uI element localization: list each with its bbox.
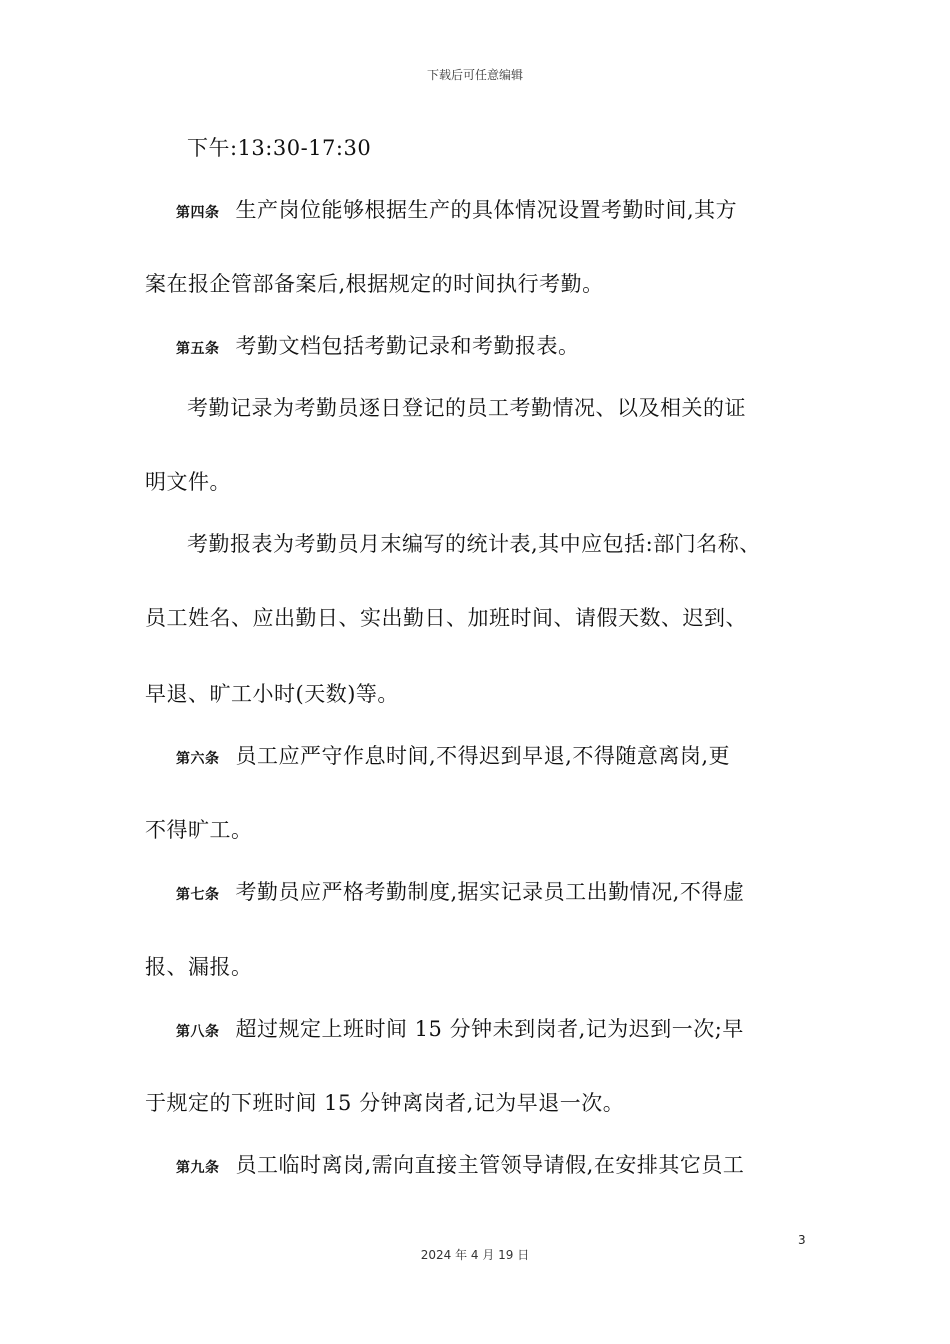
article-8-label: 第八条 <box>176 1024 220 1040</box>
article-6-text-1: 员工应严守作息时间,不得迟到早退,不得随意离岗,更 <box>235 744 731 768</box>
article-8-text-2: 于规定的下班时间 15 分钟离岗者,记为早退一次。 <box>145 1091 625 1115</box>
records-text-1: 考勤记录为考勤员逐日登记的员工考勤情况、以及相关的证 <box>187 396 746 420</box>
article-7-line-1 <box>176 880 744 907</box>
article-8-line-1 <box>176 1017 744 1044</box>
article-4-label: 第四条 <box>176 205 220 221</box>
records-text-2: 明文件。 <box>145 470 231 494</box>
article-4-text-1: 生产岗位能够根据生产的具体情况设置考勤时间,其方 <box>235 198 738 222</box>
article-4-line-1 <box>176 198 737 225</box>
article-9-line-1 <box>176 1153 744 1180</box>
article-6-text-2: 不得旷工。 <box>145 818 253 842</box>
report-text-1: 考勤报表为考勤员月末编写的统计表,其中应包括:部门名称、 <box>187 532 761 556</box>
schedule-afternoon: 下午:13:30-17:30 <box>187 136 372 160</box>
article-8-text-1: 超过规定上班时间 15 分钟未到岗者,记为迟到一次;早 <box>235 1017 744 1041</box>
article-7-label: 第七条 <box>176 887 220 903</box>
report-text-3: 早退、旷工小时(天数)等。 <box>145 682 399 706</box>
article-6-line-1 <box>176 744 730 771</box>
article-9-label: 第九条 <box>176 1160 220 1176</box>
report-text-2: 员工姓名、应出勤日、实出勤日、加班时间、请假天数、迟到、 <box>145 606 747 630</box>
page-number: 3 <box>798 1233 806 1247</box>
footer-date: 2024 年 4 月 19 日 <box>420 1248 530 1262</box>
page-header: 下载后可任意编辑 <box>426 68 523 82</box>
article-9-text-1: 员工临时离岗,需向直接主管领导请假,在安排其它员工 <box>235 1153 745 1177</box>
article-4-text-2: 案在报企管部备案后,根据规定的时间执行考勤。 <box>145 272 604 296</box>
article-5-text-1: 考勤文档包括考勤记录和考勤报表。 <box>235 334 580 358</box>
article-7-text-1: 考勤员应严格考勤制度,据实记录员工出勤情况,不得虚 <box>235 880 745 904</box>
article-7-text-2: 报、漏报。 <box>145 955 253 979</box>
article-5-label: 第五条 <box>176 341 220 357</box>
article-6-label: 第六条 <box>176 751 220 767</box>
article-5-line-1 <box>176 334 580 361</box>
